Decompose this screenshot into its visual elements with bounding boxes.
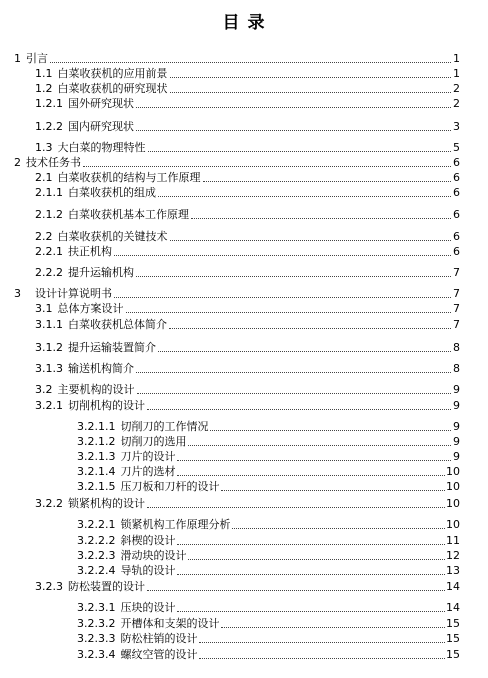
- entry-title: 滑动块的设计: [120, 549, 187, 562]
- entry-page: 5: [453, 141, 460, 154]
- leader-dots: [169, 328, 451, 329]
- entry-number: 2.1.2: [35, 208, 63, 221]
- toc-entry[interactable]: [35, 580, 460, 594]
- toc-entry[interactable]: [35, 302, 460, 316]
- entry-number: 3.2.3.4: [77, 648, 116, 661]
- leader-dots: [177, 611, 445, 612]
- toc-entry[interactable]: [14, 287, 460, 301]
- entry-number: 1.2: [35, 82, 53, 95]
- entry-number: 1.2.2: [35, 120, 63, 133]
- entry-page: 15: [446, 617, 460, 630]
- leader-dots: [221, 490, 445, 491]
- leader-dots: [210, 430, 451, 431]
- entry-number: 3.2.1.2: [77, 435, 116, 448]
- toc-entry[interactable]: [77, 632, 460, 646]
- leader-dots: [191, 218, 451, 219]
- entry-page: 13: [446, 564, 460, 577]
- toc-entry[interactable]: [77, 518, 460, 532]
- entry-title: 切削刀的工作情况: [120, 420, 209, 433]
- entry-title: 锁紧机构工作原理分析: [120, 518, 231, 531]
- entry-title: 主要机构的设计: [57, 383, 135, 396]
- entry-page: 6: [453, 230, 460, 243]
- entry-title: 压刀板和刀杆的设计: [120, 480, 220, 493]
- toc-entry[interactable]: [77, 564, 460, 578]
- entry-number: 1.3: [35, 141, 53, 154]
- toc-entry[interactable]: [35, 186, 460, 200]
- leader-dots: [221, 627, 445, 628]
- entry-number: 2.1.1: [35, 186, 63, 199]
- entry-title: 压块的设计: [120, 601, 176, 614]
- entry-number: 2.2.2: [35, 266, 63, 279]
- leader-dots: [170, 240, 452, 241]
- toc-entry[interactable]: [14, 156, 460, 170]
- toc-entry[interactable]: [35, 120, 460, 134]
- entry-number: 3.1.3: [35, 362, 63, 375]
- leader-dots: [114, 255, 451, 256]
- entry-number: 1.1: [35, 67, 53, 80]
- entry-number: 3.2.1.4: [77, 465, 116, 478]
- entry-page: 8: [453, 341, 460, 354]
- entry-title: 输送机构简介: [68, 362, 134, 375]
- toc-entry[interactable]: [35, 208, 460, 222]
- entry-page: 1: [453, 67, 460, 80]
- entry-page: 3: [453, 120, 460, 133]
- leader-dots: [188, 445, 451, 446]
- entry-page: 14: [446, 580, 460, 593]
- entry-title: 白菜收获机的结构与工作原理: [57, 171, 201, 184]
- leader-dots: [147, 507, 445, 508]
- entry-page: 12: [446, 549, 460, 562]
- leader-dots: [50, 62, 451, 63]
- toc-entry[interactable]: [35, 67, 460, 81]
- entry-page: 8: [453, 362, 460, 375]
- entry-title: 白菜收获机的组成: [68, 186, 156, 199]
- entry-number: 1: [14, 52, 21, 65]
- entry-title: 开槽体和支架的设计: [120, 617, 220, 630]
- entry-title: 刀片的选材: [120, 465, 176, 478]
- toc-entry[interactable]: [35, 318, 460, 332]
- entry-title: 螺纹空管的设计: [120, 648, 198, 661]
- toc-entry[interactable]: [35, 245, 460, 259]
- leader-dots: [83, 166, 451, 167]
- entry-number: 3: [14, 287, 21, 300]
- entry-page: 9: [453, 435, 460, 448]
- leader-dots: [158, 351, 451, 352]
- entry-title: 白菜收获机基本工作原理: [68, 208, 189, 221]
- entry-page: 1: [453, 52, 460, 65]
- entry-number: 3.2.1.5: [77, 480, 116, 493]
- leader-dots: [136, 276, 451, 277]
- entry-title: 防松装置的设计: [68, 580, 145, 593]
- entry-number: 2: [14, 156, 21, 169]
- toc-title: 目 录: [222, 13, 266, 33]
- entry-number: 3.2.3: [35, 580, 63, 593]
- entry-number: 3.2.2.3: [77, 549, 116, 562]
- leader-dots: [177, 460, 451, 461]
- entry-page: 7: [453, 302, 460, 315]
- toc-entry[interactable]: [35, 171, 460, 185]
- entry-number: 2.2: [35, 230, 53, 243]
- leader-dots: [170, 92, 452, 93]
- leader-dots: [170, 77, 452, 78]
- entry-number: 3.2.2.4: [77, 564, 116, 577]
- entry-title: 提升运输机构: [68, 266, 134, 279]
- entry-page: 7: [453, 318, 460, 331]
- entry-title: 切削刀的选用: [120, 435, 187, 448]
- entry-title: 扶正机构: [68, 245, 112, 258]
- entry-title: 总体方案设计: [57, 302, 124, 315]
- leader-dots: [199, 658, 445, 659]
- toc-entry[interactable]: [77, 435, 460, 449]
- toc-entry[interactable]: [77, 617, 460, 631]
- entry-page: 15: [446, 632, 460, 645]
- leader-dots: [158, 196, 451, 197]
- entry-title: 导轨的设计: [120, 564, 176, 577]
- entry-title: 斜楔的设计: [120, 534, 176, 547]
- toc-entry[interactable]: [77, 480, 460, 494]
- toc-entry[interactable]: [77, 420, 460, 434]
- entry-number: 3.2.1.3: [77, 450, 116, 463]
- entry-page: 6: [453, 245, 460, 258]
- entry-number: 3.2: [35, 383, 53, 396]
- entry-title: 白菜收获机的关键技术: [57, 230, 168, 243]
- entry-page: 9: [453, 450, 460, 463]
- entry-title: 刀片的设计: [120, 450, 176, 463]
- entry-page: 14: [446, 601, 460, 614]
- toc-entry[interactable]: [77, 450, 460, 464]
- entry-page: 10: [446, 518, 460, 531]
- entry-title: 防松柱销的设计: [120, 632, 198, 645]
- toc-entry[interactable]: [35, 141, 460, 155]
- entry-number: 3.2.3.1: [77, 601, 116, 614]
- toc-entry[interactable]: [77, 465, 460, 479]
- entry-title: 锁紧机构的设计: [68, 497, 145, 510]
- leader-dots: [148, 151, 452, 152]
- entry-number: 3.2.1.1: [77, 420, 116, 433]
- toc-entry[interactable]: [77, 534, 460, 548]
- entry-number: 3.1: [35, 302, 53, 315]
- toc-entry[interactable]: [35, 399, 460, 413]
- entry-number: 2.1: [35, 171, 53, 184]
- entry-title: 白菜收获机的应用前景: [57, 67, 168, 80]
- entry-page: 10: [446, 497, 460, 510]
- entry-page: 9: [453, 399, 460, 412]
- entry-page: 7: [453, 266, 460, 279]
- toc-entry[interactable]: [35, 362, 460, 376]
- leader-dots: [177, 475, 445, 476]
- entry-page: 9: [453, 383, 460, 396]
- entry-title: 切削机构的设计: [68, 399, 145, 412]
- entry-title: 大白菜的物理特性: [57, 141, 146, 154]
- entry-title: 技术任务书: [26, 156, 81, 169]
- leader-dots: [114, 297, 451, 298]
- leader-dots: [188, 559, 445, 560]
- toc-entry[interactable]: [77, 648, 460, 662]
- entry-page: 6: [453, 171, 460, 184]
- entry-page: 10: [446, 480, 460, 493]
- leader-dots: [147, 409, 451, 410]
- toc-entry[interactable]: [35, 82, 460, 96]
- leader-dots: [137, 393, 452, 394]
- leader-dots: [136, 130, 451, 131]
- entry-page: 6: [453, 186, 460, 199]
- entry-title: 白菜收获机的研究现状: [57, 82, 168, 95]
- toc-entry[interactable]: [77, 549, 460, 563]
- toc-entry[interactable]: [35, 97, 460, 111]
- leader-dots: [126, 312, 452, 313]
- entry-page: 10: [446, 465, 460, 478]
- entry-page: 2: [453, 82, 460, 95]
- leader-dots: [177, 574, 445, 575]
- entry-page: 11: [446, 534, 460, 547]
- entry-number: 3.2.2.2: [77, 534, 116, 547]
- entry-title: 白菜收获机总体简介: [68, 318, 167, 331]
- toc-entry[interactable]: [77, 601, 460, 615]
- entry-page: 7: [453, 287, 460, 300]
- leader-dots: [136, 107, 451, 108]
- toc-entry[interactable]: [35, 383, 460, 397]
- entry-title: 设计计算说明书: [35, 287, 112, 300]
- entry-number: 3.2.1: [35, 399, 63, 412]
- entry-number: 3.2.2.1: [77, 518, 116, 531]
- entry-page: 6: [453, 208, 460, 221]
- entry-number: 3.2.3.2: [77, 617, 116, 630]
- entry-number: 3.2.3.3: [77, 632, 116, 645]
- leader-dots: [203, 181, 452, 182]
- toc-entry[interactable]: [35, 497, 460, 511]
- entry-title: 国内研究现状: [68, 120, 134, 133]
- leader-dots: [199, 642, 445, 643]
- leader-dots: [232, 528, 445, 529]
- entry-title: 国外研究现状: [68, 97, 134, 110]
- leader-dots: [177, 544, 445, 545]
- entry-number: 2.2.1: [35, 245, 63, 258]
- entry-title: 提升运输装置简介: [68, 341, 156, 354]
- entry-page: 2: [453, 97, 460, 110]
- leader-dots: [147, 590, 445, 591]
- toc-entry[interactable]: [35, 230, 460, 244]
- toc-entry[interactable]: [35, 266, 460, 280]
- toc-entry[interactable]: [14, 52, 460, 66]
- entry-page: 15: [446, 648, 460, 661]
- entry-number: 3.1.2: [35, 341, 63, 354]
- leader-dots: [136, 372, 451, 373]
- entry-page: 6: [453, 156, 460, 169]
- entry-page: 9: [453, 420, 460, 433]
- entry-number: 1.2.1: [35, 97, 63, 110]
- entry-number: 3.2.2: [35, 497, 63, 510]
- toc-entry[interactable]: [35, 341, 460, 355]
- entry-title: 引言: [26, 52, 48, 65]
- entry-number: 3.1.1: [35, 318, 63, 331]
